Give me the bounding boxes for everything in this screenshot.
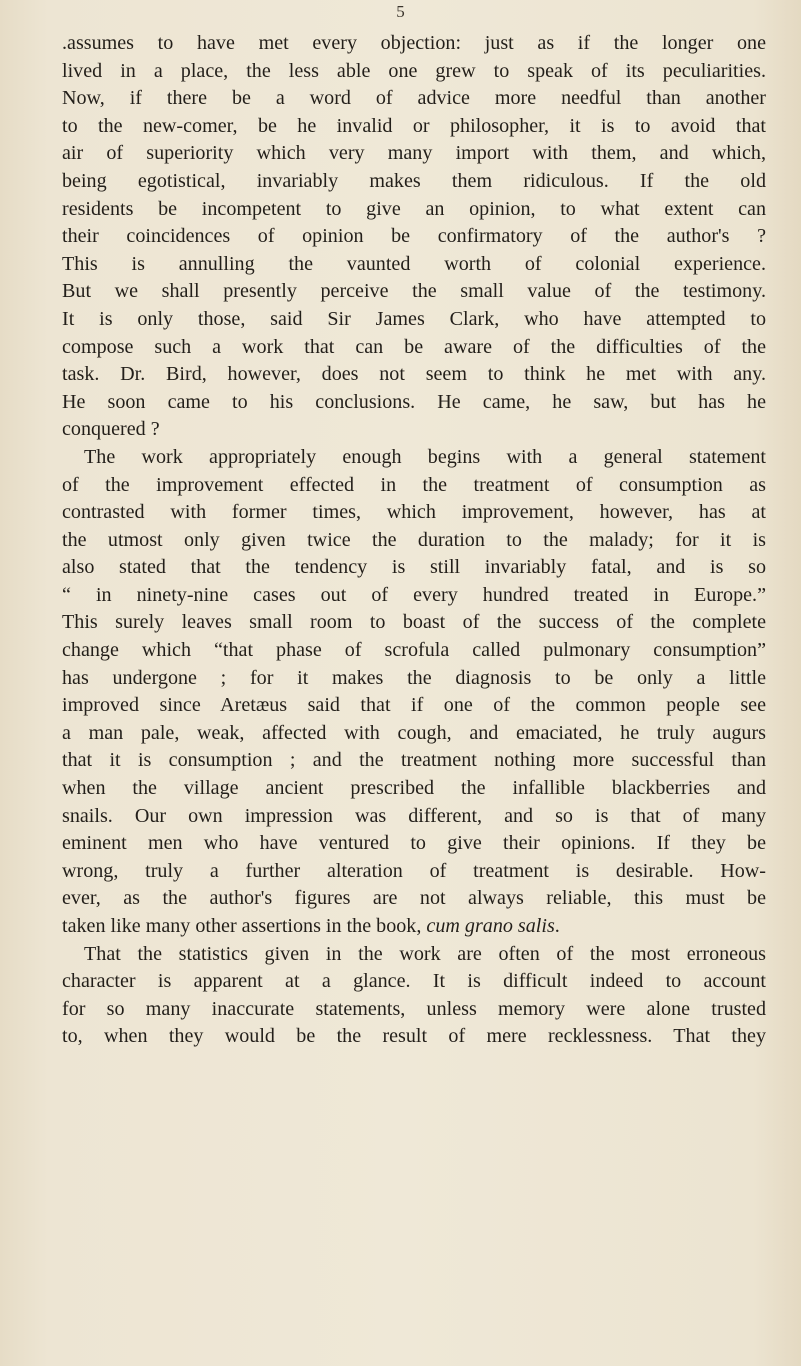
text-line: task. Dr. Bird, however, does not seem to think he met with any.	[62, 363, 766, 386]
text-line: wrong, truly a further alteration of treatment is desirable. How-	[62, 859, 766, 882]
text-line: compose such a work that can be aware of the difficulties of the	[62, 335, 766, 358]
text-line: also stated that the tendency is still invariably fatal, and is so	[62, 556, 766, 579]
text-line: Now, if there be a word of advice more needful than another	[62, 87, 766, 110]
text-line: snails. Our own impression was different, and so is that of many	[62, 804, 766, 827]
text-line: This surely leaves small room to boast of the success of the complete	[62, 611, 766, 634]
text-line: that it is consumption ; and the treatment nothing more successful than	[62, 749, 766, 772]
text-line: “ in ninety-nine cases out of every hundred treated in Europe.”	[62, 583, 766, 606]
text-line: a man pale, weak, affected with cough, and emaciated, he truly augurs	[62, 721, 766, 744]
text-line: lived in a place, the less able one grew to speak of its peculiarities.	[62, 59, 766, 82]
text-line: change which “that phase of scrofula called pulmonary consumption”	[62, 639, 766, 662]
page-number: 5	[396, 2, 405, 21]
text-line: It is only those, said Sir James Clark, who have attempted to	[62, 307, 766, 330]
text-line: improved since Aretæus said that if one of the common people see	[62, 694, 766, 717]
text-line: to, when they would be the result of mere recklessness. That they	[62, 1025, 766, 1048]
text-line: The work appropriately enough begins with a general statement	[84, 445, 766, 468]
text-line: air of superiority which very many import with them, and which,	[62, 142, 766, 165]
text-line: character is apparent at a glance. It is difficult indeed to account	[62, 970, 766, 993]
text-line: of the improvement effected in the treatment of consumption as	[62, 473, 766, 496]
text-line: has undergone ; for it makes the diagnosis to be only a little	[62, 666, 766, 689]
text-line: eminent men who have ventured to give their opinions. If they be	[62, 832, 766, 855]
text-line: contrasted with former times, which improvement, however, has at	[62, 501, 766, 524]
text-line: That the statistics given in the work are often of the most erroneous	[84, 942, 766, 965]
body-text	[62, 30, 766, 1051]
text-line: taken like many other assertions in the book, cum grano salis.	[62, 915, 560, 937]
text-line: ever, as the author's figures are not always reliable, this must be	[62, 887, 766, 910]
text-line: when the village ancient prescribed the infallible blackberries and	[62, 777, 766, 800]
text-line: He soon came to his conclusions. He came, he saw, but has he	[62, 390, 766, 413]
latin-phrase: cum grano salis	[426, 915, 555, 937]
text-line: But we shall presently perceive the small value of the testimony.	[62, 280, 766, 303]
text-line: the utmost only given twice the duration to the malady; for it is	[62, 528, 766, 551]
text-line: for so many inaccurate statements, unless memory were alone trusted	[62, 997, 766, 1020]
text-line: .assumes to have met every objection: just as if the longer one	[62, 32, 766, 54]
text-line: residents be incompetent to give an opinion, to what extent can	[62, 197, 766, 220]
text-line: This is annulling the vaunted worth of colonial experience.	[62, 252, 766, 275]
text-line: their coincidences of opinion be confirmatory of the author's ?	[62, 225, 766, 248]
text-line: conquered ?	[62, 418, 160, 441]
text-line: to the new-comer, be he invalid or philosopher, it is to avoid that	[62, 114, 766, 137]
text-line: being egotistical, invariably makes them ridiculous. If the old	[62, 169, 766, 192]
